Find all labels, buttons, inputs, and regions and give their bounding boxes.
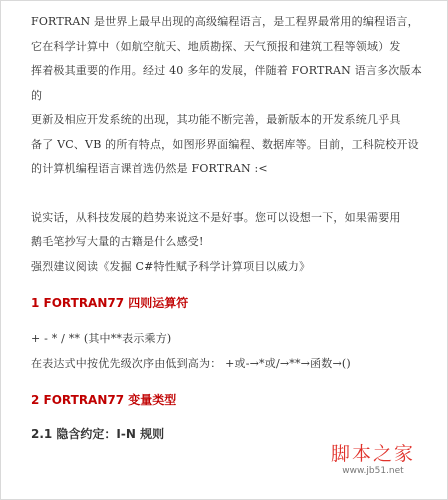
intro-line-2: 它在科学计算中（如航空航天、地质勘探、天气预报和建筑工程等领域）发: [31, 39, 401, 53]
intro-line-5: 备了 VC、VB 的所有特点，如图形界面编程、数据库等。目前，工科院校开设: [31, 137, 419, 151]
intro-line-6: 的计算机编程语言课首选仍然是 FORTRAN :<: [31, 162, 268, 175]
recommendation-line: 强烈建议阅读《发掘 C#特性赋予科学计算项目以威力》: [31, 259, 311, 273]
site-watermark: [331, 443, 415, 477]
intro-line-4: 更新及相应开发系统的出现，其功能不断完善，最新版本的开发系统几乎具: [31, 113, 401, 126]
section-2-1-title: 2.1 隐含约定：I-N 规则: [31, 427, 165, 441]
opinion-line-1: 说实话，从科技发展的趋势来说这不是好事。您可以设想一下，如果需要用: [31, 210, 401, 224]
precedence-line: 在表达式中按优先级次序由低到高为： +或-→*或/→**→函数→(): [31, 356, 351, 370]
intro-line-1: FORTRAN 是世界上最早出现的高级编程语言，是工程界最常用的编程语言，: [31, 15, 419, 28]
watermark-title: 脚本之家: [330, 443, 415, 465]
section-1-title: 1 FORTRAN77 四则运算符: [31, 296, 189, 310]
opinion-line-2: 鹅毛笔抄写大量的古籍是什么感受!: [31, 235, 204, 248]
operators-line: + - * / ** (其中**表示乘方): [31, 332, 172, 345]
section-2-title: 2 FORTRAN77 变量类型: [31, 393, 177, 407]
intro-line-3: 挥着极其重要的作用。经过 40 多年的发展，伴随着 FORTRAN 语言多次版本的: [31, 64, 422, 102]
document-content: [31, 10, 423, 444]
paragraph-gap: [31, 182, 423, 206]
watermark-url: www.jb51.net: [342, 466, 404, 476]
